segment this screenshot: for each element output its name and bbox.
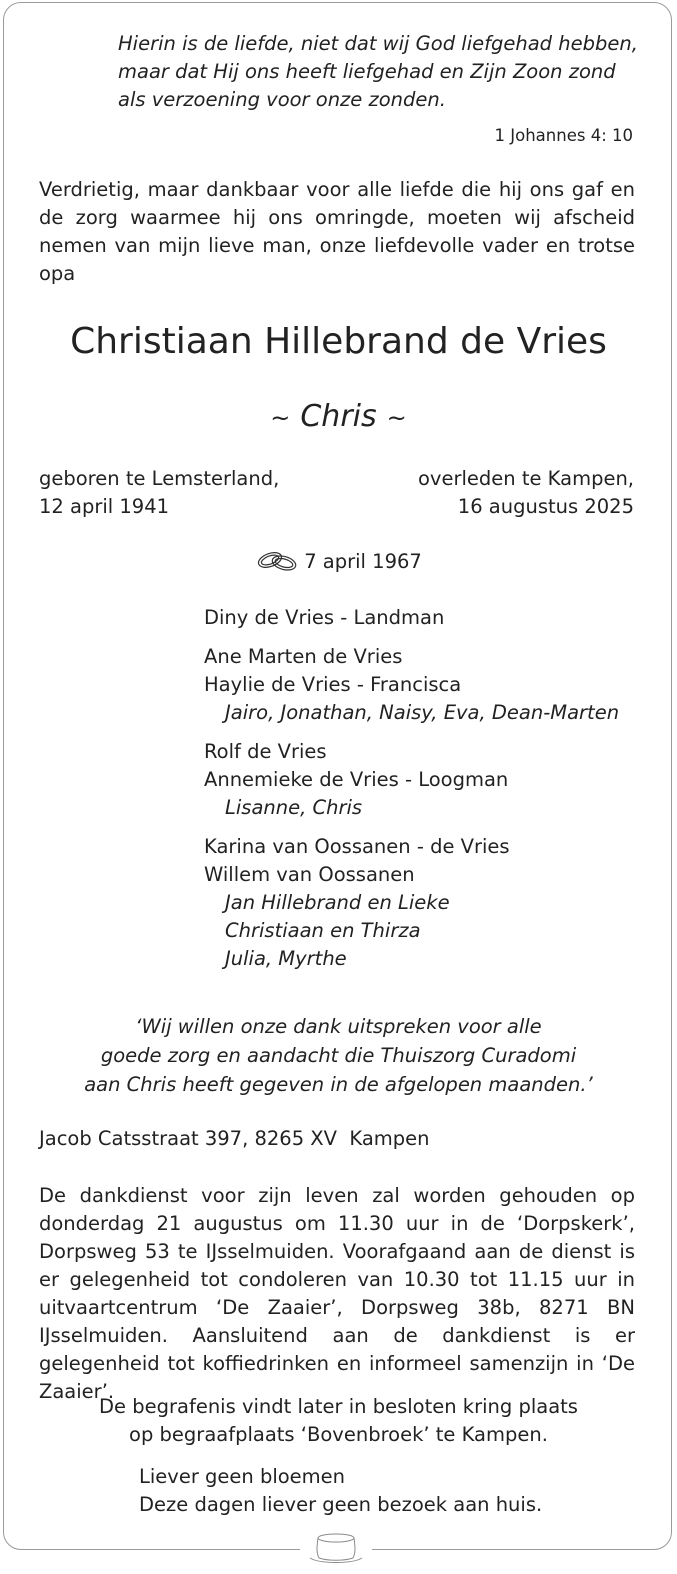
home-address: Jacob Catsstraat 397, 8265 XV Kampen xyxy=(39,1127,430,1150)
birth-place: geboren te Lemsterland, xyxy=(39,467,280,490)
spouse-block xyxy=(204,604,644,632)
birth-info xyxy=(39,465,279,521)
marriage-date-row xyxy=(0,548,677,576)
death-place: overleden te Kampen, xyxy=(418,467,634,490)
child-family-block xyxy=(204,833,644,973)
tilde-right: ~ xyxy=(386,404,407,432)
spouse-name: Diny de Vries - Landman xyxy=(204,606,445,629)
tilde-left: ~ xyxy=(270,404,291,432)
grandchildren-names: Christiaan en Thirza xyxy=(225,919,421,942)
request-line: Liever geen bloemen xyxy=(139,1465,346,1488)
death-date: 16 augustus 2025 xyxy=(457,495,634,518)
wedding-rings-icon xyxy=(255,550,301,572)
family-requests xyxy=(139,1463,542,1519)
child-name: Rolf de Vries xyxy=(204,740,327,763)
verse-line: maar dat Hij ons heeft liefgehad en Zijn Zoon zond xyxy=(118,60,616,83)
deceased-nickname xyxy=(0,394,677,441)
deceased-full-name: Christiaan Hillebrand de Vries xyxy=(70,321,607,362)
verse-reference: 1 Johannes 4: 10 xyxy=(494,126,633,145)
child-partner-name: Annemieke de Vries - Loogman xyxy=(204,768,509,791)
burial-line: op begraafplaats ‘Bovenbroek’ te Kampen. xyxy=(129,1423,548,1446)
bible-verse xyxy=(118,30,638,114)
grandchildren-names: Jan Hillebrand en Lieke xyxy=(225,891,450,914)
child-family-block xyxy=(204,738,644,822)
child-name: Ane Marten de Vries xyxy=(204,645,403,668)
family-list xyxy=(204,604,644,984)
burial-line: De begrafenis vindt later in besloten kring plaats xyxy=(99,1395,578,1418)
birth-date: 12 april 1941 xyxy=(39,495,170,518)
verse-line: als verzoening voor onze zonden. xyxy=(118,88,446,111)
child-name: Karina van Oossanen - de Vries xyxy=(204,835,510,858)
child-partner-name: Haylie de Vries - Francisca xyxy=(204,673,462,696)
marriage-date: 7 april 1967 xyxy=(304,550,422,573)
thanks-line: aan Chris heeft gegeven in de afgelopen maanden.’ xyxy=(84,1073,593,1096)
request-line: Deze dagen liever geen bezoek aan huis. xyxy=(139,1493,543,1516)
death-info xyxy=(418,465,634,521)
nickname-text: Chris xyxy=(300,399,377,434)
grandchildren-names: Julia, Myrthe xyxy=(225,947,347,970)
thanks-quote xyxy=(0,1012,677,1099)
intro-text: Verdrietig, maar dankbaar voor alle liefde die hij ons gaf en de zorg waarmee hij ons omringde, moeten wij afscheid nemen van mijn lieve man, onze liefdevolle vader en trotse opa xyxy=(39,178,635,285)
hat-icon xyxy=(300,1528,372,1570)
verse-line: Hierin is de liefde, niet dat wij God liefgehad hebben, xyxy=(118,32,638,55)
grandchildren-names: Jairo, Jonathan, Naisy, Eva, Dean-Marten xyxy=(225,701,620,724)
child-partner-name: Willem van Oossanen xyxy=(204,863,415,886)
grandchildren-names: Lisanne, Chris xyxy=(225,796,363,819)
thanks-line: goede zorg en aandacht die Thuiszorg Curadomi xyxy=(100,1044,577,1067)
burial-info xyxy=(0,1393,677,1449)
thanks-line: ‘Wij willen onze dank uitspreken voor alle xyxy=(135,1015,542,1038)
service-details: De dankdienst voor zijn leven zal worden gehouden op donderdag 21 augustus om 11.30 uur in de ‘Dorpskerk’, Dorpsweg 53 te IJsselmuiden. Voorafgaand aan de dienst is er gelegenheid tot condoleren van 10.30 tot 11.15 uur in uitvaartcentrum ‘De Zaaier’, Dorpsweg 38b, 8271 BN IJsselmuiden. Aansluitend aan de dankdienst is er gelegenheid tot koffiedrinken en informeel samenzijn in ‘De Zaaier’. xyxy=(39,1184,635,1403)
child-family-block xyxy=(204,643,644,727)
